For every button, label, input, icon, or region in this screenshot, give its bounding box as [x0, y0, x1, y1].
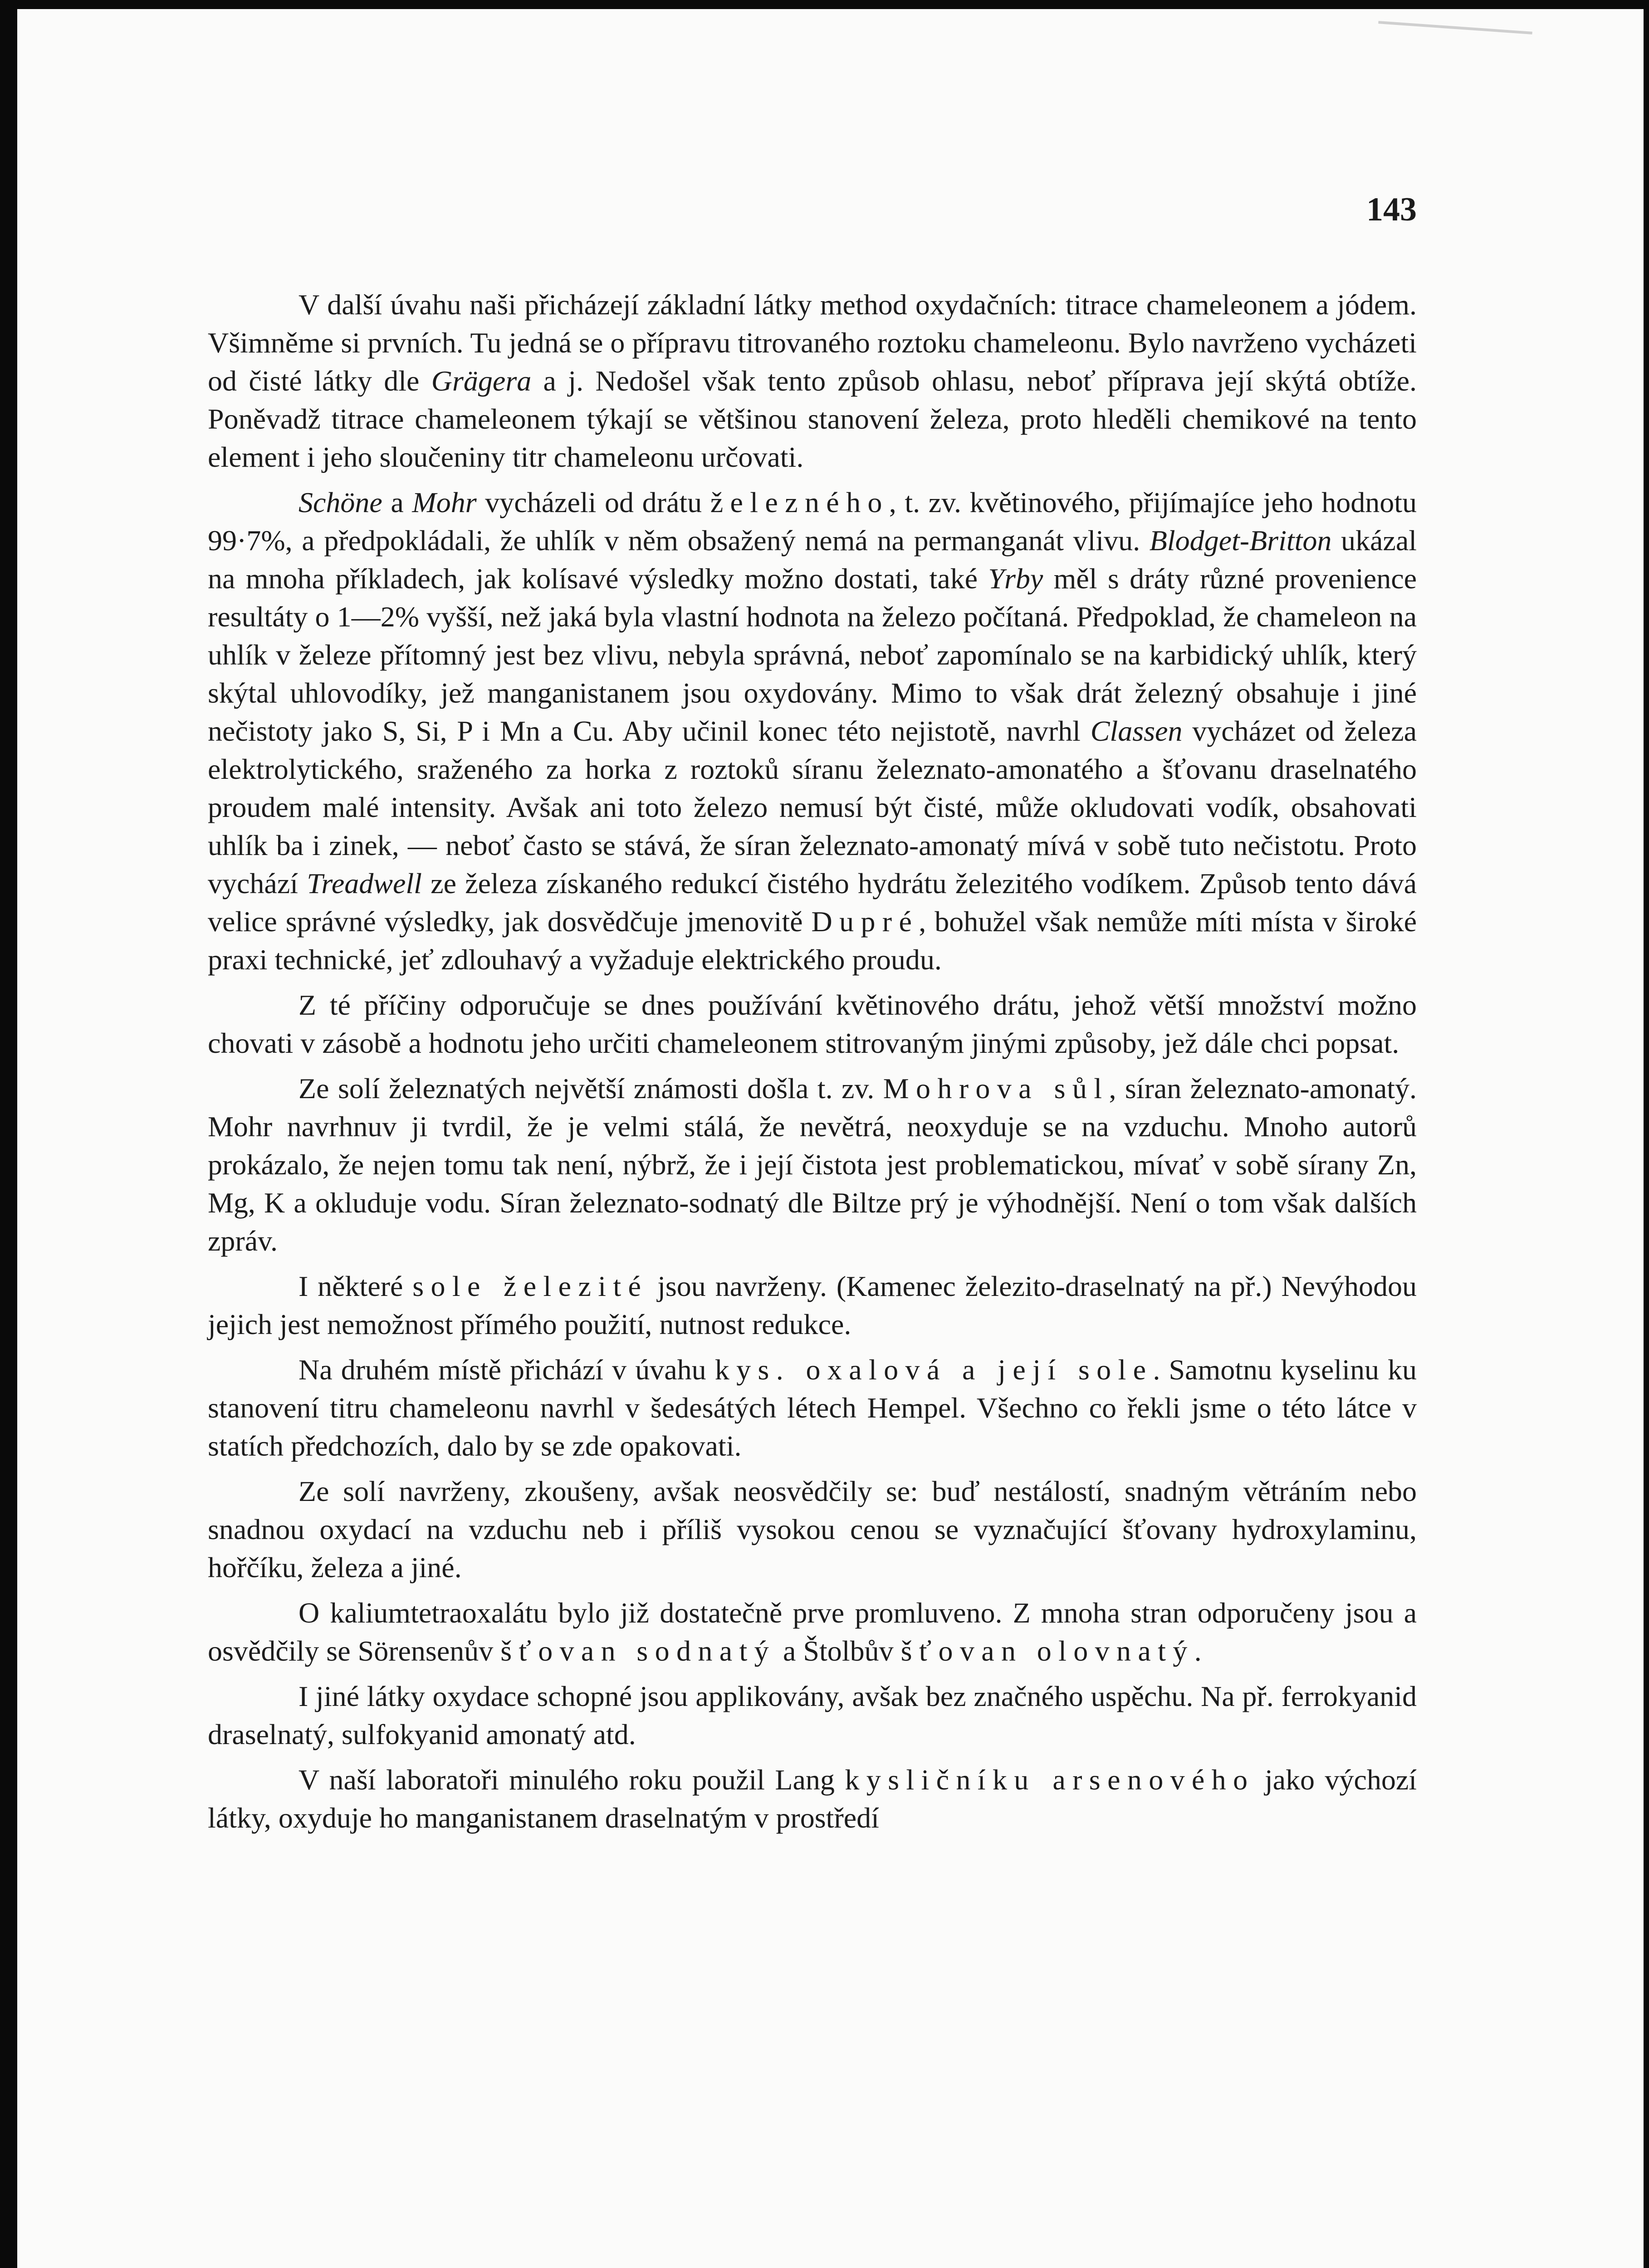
person-name: Blodget-Britton: [1149, 524, 1332, 557]
text-run: vycházeli od drátu: [476, 486, 710, 518]
paragraph: [208, 484, 1417, 979]
text-run: Na druhém místě přichází v úvahu: [298, 1354, 715, 1386]
emphasized-term: Mohrova sůl: [883, 1072, 1109, 1105]
paragraph: [208, 1267, 1417, 1344]
emphasized-term: Dupré: [811, 905, 919, 938]
body-text: [208, 286, 1417, 1837]
emphasized-term: kysličníku arsenového: [845, 1764, 1255, 1796]
emphasized-term: šťovan sodnatý: [500, 1635, 776, 1667]
emphasized-term: šťovan olovnatý: [900, 1635, 1194, 1667]
text-run: a j. Nedošel však tento způsob ohlasu, neboť příprava její skýtá obtíže. Poněvadž titrace chameleonem týkají se většinou stanovení železa, proto hleděli chemikové na tento element i jeho sloučeniny titr chameleonu určovati.: [208, 365, 1417, 473]
person-name: Treadwell: [307, 867, 422, 899]
text-run: . Samotnu kyselinu ku stanovení titru chameleonu navrhl v šedesátých létech Hempel. Všechno co řekli jsme o této látce v statích předchozích, dalo by se zde opakovati.: [208, 1354, 1417, 1462]
paragraph: [208, 1351, 1417, 1465]
page-number: 143: [1366, 191, 1417, 228]
text-run: ze železa získaného redukcí čistého hydrátu železitého vodíkem. Způsob tento dává velice správné výsledky, jak dosvědčuje jmenovitě: [208, 867, 1417, 938]
text-run: ukázal na mnoha příkladech, jak kolísavé výsledky možno dostati, také: [208, 524, 1417, 595]
person-name: Classen: [1090, 715, 1183, 747]
paragraph: [208, 1677, 1417, 1754]
paragraph: [208, 1070, 1417, 1260]
text-run: a Štolbův: [776, 1635, 901, 1667]
text-run: I některé: [298, 1270, 413, 1302]
text-run: V další úvahu naši přicházejí základní látky method oxydačních: titrace chameleonem a jódem. Všimněme si prvních. Tu jedná se o přípravu titrovaného roztoku chameleonu. Bylo navrženo vycházeti od čisté látky dle: [208, 288, 1417, 397]
paragraph: [208, 1472, 1417, 1587]
text-run: vycházet od železa elektrolytického, sraženého za horka z roztoků síranu železnato-amonatého a šťovanu draselnatého proudem malé intensity. Avšak ani toto železo nemusí být čisté, může okludovati vodík, obsahovati uhlík ba i zinek, — neboť často se stává, že síran železnato-amonatý mívá v sobě tuto nečistotu. Proto vychází: [208, 715, 1417, 899]
text-run: .: [1194, 1635, 1202, 1667]
paragraph: [208, 1594, 1417, 1670]
text-run: , t. zv. květinového, přijímajíce jeho hodnotu 99·7%, a předpokládali, že uhlík v něm obsažený nemá na permanganát vlivu.: [208, 486, 1417, 557]
person-name: Schöne: [298, 486, 382, 518]
person-name: Yrby: [988, 562, 1043, 595]
text-run: , bohužel však nemůže míti místa v široké praxi technické, jeť zdlouhavý a vyžaduje elektrického proudu.: [208, 905, 1417, 976]
book-page: [17, 9, 1644, 2268]
paragraph: [208, 986, 1417, 1062]
paragraph: [208, 286, 1417, 476]
emphasized-term: kys. oxalová a její sole: [714, 1354, 1153, 1386]
text-run: jsou navrženy. (Kamenec železito-draselnatý na př.) Nevýhodou jejich jest nemožnost přímého použití, nutnost redukce.: [208, 1270, 1417, 1340]
text-run: jako výchozí látky, oxyduje ho manganistanem draselnatým v prostředí: [208, 1764, 1417, 1834]
paragraph: [208, 1761, 1417, 1837]
person-name: Grägera: [431, 365, 532, 397]
emphasized-term: železného: [710, 486, 889, 518]
text-run: Ze solí navrženy, zkoušeny, avšak neosvědčily se: buď nestálostí, snadným větráním nebo snadnou oxydací na vzduchu neb i příliš vysokou cenou se vyznačující šťovany hydroxylaminu, hořčíku, železa a jiné.: [208, 1475, 1417, 1584]
text-run: O kaliumtetraoxalátu bylo již dostatečně prve promluveno. Z mnoha stran odporučeny jsou a osvědčily se Sörensenův: [208, 1597, 1417, 1667]
text-run: měl s dráty různé provenience resultáty o 1—2% vyšší, než jaká byla vlastní hodnota na železo počítaná. Předpoklad, že chameleon na uhlík v železe přítomný jest bez vlivu, nebyla správná, neboť zapomínalo se na karbidický uhlík, který skýtal uhlovodíky, jež manganistanem jsou oxydovány. Mimo to však drát železný obsahuje i jiné nečistoty jako S, Si, P i Mn a Cu. Aby učinil konec této nejistotě, navrhl: [208, 562, 1417, 747]
text-run: Ze solí železnatých největší známosti došla t. zv.: [298, 1072, 883, 1105]
person-name: Mohr: [412, 486, 477, 518]
scan-artifact: [1378, 21, 1532, 34]
text-run: a: [382, 486, 412, 518]
emphasized-term: sole železité: [412, 1270, 648, 1302]
text-run: Z té příčiny odporučuje se dnes používání květinového drátu, jehož větší množství možno chovati v zásobě a hodnotu jeho určiti chameleonem stitrovaným jinými způsoby, jež dále chci popsat.: [208, 989, 1417, 1059]
text-run: V naší laboratoři minulého roku použil Lang: [298, 1764, 845, 1796]
text-run: I jiné látky oxydace schopné jsou applikovány, avšak bez značného uspěchu. Na př. ferrokyanid draselnatý, sulfokyanid amonatý atd.: [208, 1680, 1417, 1750]
text-run: , síran železnato-amonatý. Mohr navrhnuv ji tvrdil, že je velmi stálá, že nevětrá, neoxyduje se na vzduchu. Mnoho autorů prokázalo, že nejen tomu tak není, nýbrž, že i její čistota jest problematickou, mívať v sobě sírany Zn, Mg, K a okluduje vodu. Síran železnato-sodnatý dle Biltze prý je výhodnější. Není o tom však dalších zpráv.: [208, 1072, 1417, 1257]
